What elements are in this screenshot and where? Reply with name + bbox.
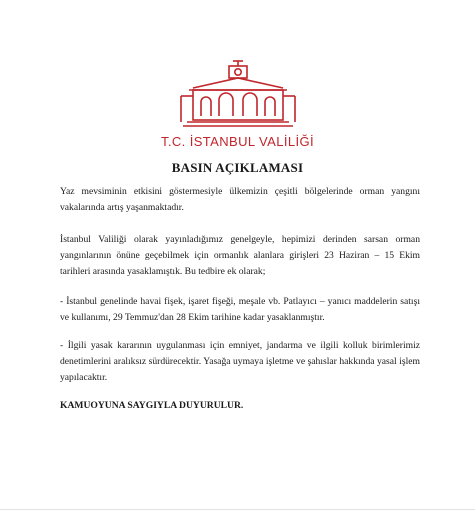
organization-name: T.C. İSTANBUL VALİLİĞİ bbox=[160, 134, 315, 149]
paragraph-fireworks-ban: - İstanbul genelinde havai fişek, işaret fişeği, meşale vb. Patlayıcı – yanıcı maddelerin satışı ve kullanımı, 29 Temmuz'dan 28 Ekim tarihine kadar yasaklanmıştır. bbox=[60, 296, 420, 323]
document-title: BASIN AÇIKLAMASI bbox=[171, 160, 304, 175]
paragraph-decree: İstanbul Valiliği olarak yayınladığımız genelgeyle, hepimizi derinden sarsan orman yangınlarının önüne geçebilmek için ormanlık alanlara girişleri 23 Haziran – 15 Ekim tarihleri arasında yasaklamıştık. Bu tedbire ek olarak; bbox=[60, 234, 420, 277]
closing-statement: KAMUOYUNA SAYGIYLA DUYURULUR. bbox=[60, 400, 244, 411]
paragraph-intro: Yaz mevsiminin etkisini göstermesiyle ülkemizin çeşitli bölgelerinde orman yangını vakalarında artış yaşanmaktadır. bbox=[60, 186, 420, 213]
header-logo bbox=[0, 58, 475, 149]
paragraph-enforcement: - İlgili yasak kararının uygulanması için emniyet, jandarma ve ilgili kolluk birimlerimiz denetimlerini aralıksız sürdürecektir. Yasağa uymaya işletme ve şahıslar hakkında yasal işlem yapılacaktır. bbox=[60, 340, 420, 383]
governorate-building-logo-icon bbox=[173, 58, 303, 130]
